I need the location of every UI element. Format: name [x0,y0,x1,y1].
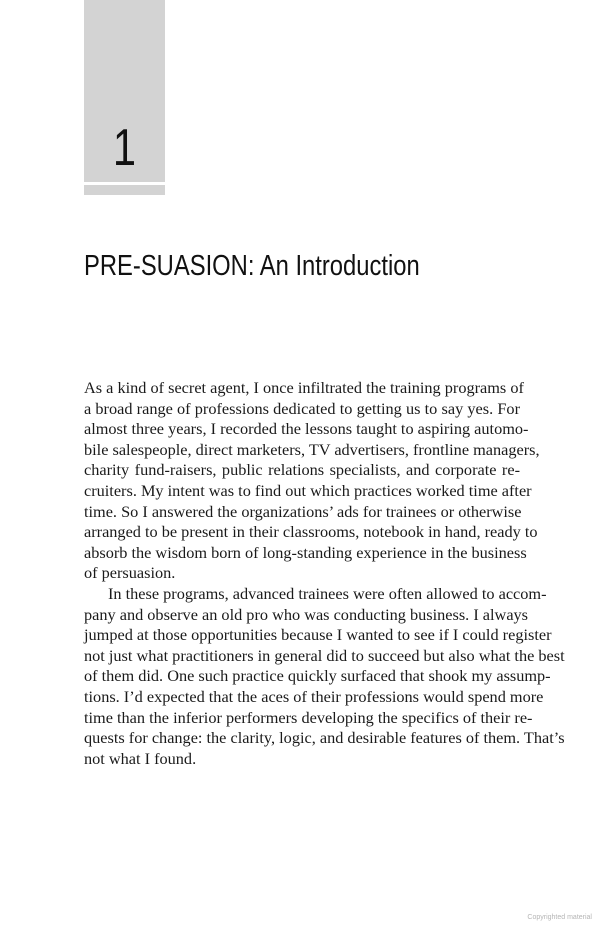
text-line: absorb the wisdom born of long-standing experience in the business [84,542,527,562]
text-line: As a kind of secret agent, I once infiltrated the training programs of [84,378,524,397]
text-line: a broad range of professions dedicated to getting us to say yes. For [84,398,520,418]
chapter-divider-bar [84,185,165,195]
copyright-notice: Copyrighted material [527,914,592,921]
text-line: almost three years, I recorded the lessons taught to aspiring automo- [84,419,529,439]
text-line: of them did. One such practice quickly surfaced that shook my assump- [84,666,551,686]
text-line: jumped at those opportunities because I wanted to see if I could register [84,625,552,645]
chapter-number-box [84,0,165,182]
text-line: cruiters. My intent was to find out which practices worked time after [84,480,532,500]
chapter-number: 1 [112,119,137,177]
text-line: quests for change: the clarity, logic, and desirable features of them. That’s [84,728,565,748]
text-line: arranged to be present in their classrooms, notebook in hand, ready to [84,522,538,542]
text-line: time. So I answered the organizations’ ads for trainees or otherwise [84,501,522,521]
chapter-title: PRE-SUASION: An Introduction [84,250,420,282]
paragraph [84,583,565,769]
text-line: not just what practitioners in general did to succeed but also what the best [84,645,565,665]
text-line: pany and observe an old pro who was conducting business. I always [84,604,529,624]
text-line: charity fund-raisers, public relations specialists, and corporate re- [84,460,520,480]
text-line: of persuasion. [84,563,176,583]
text-line: In these programs, advanced trainees were often allowed to accom- [108,583,547,603]
text-line: time than the inferior performers developing the specifics of their re- [84,707,533,727]
text-line: bile salespeople, direct marketers, TV advertisers, frontline managers, [84,439,540,459]
text-line: not what I found. [84,748,197,768]
paragraph [84,378,540,584]
body-text [84,378,565,769]
text-line: tions. I’d expected that the aces of their professions would spend more [84,686,544,706]
